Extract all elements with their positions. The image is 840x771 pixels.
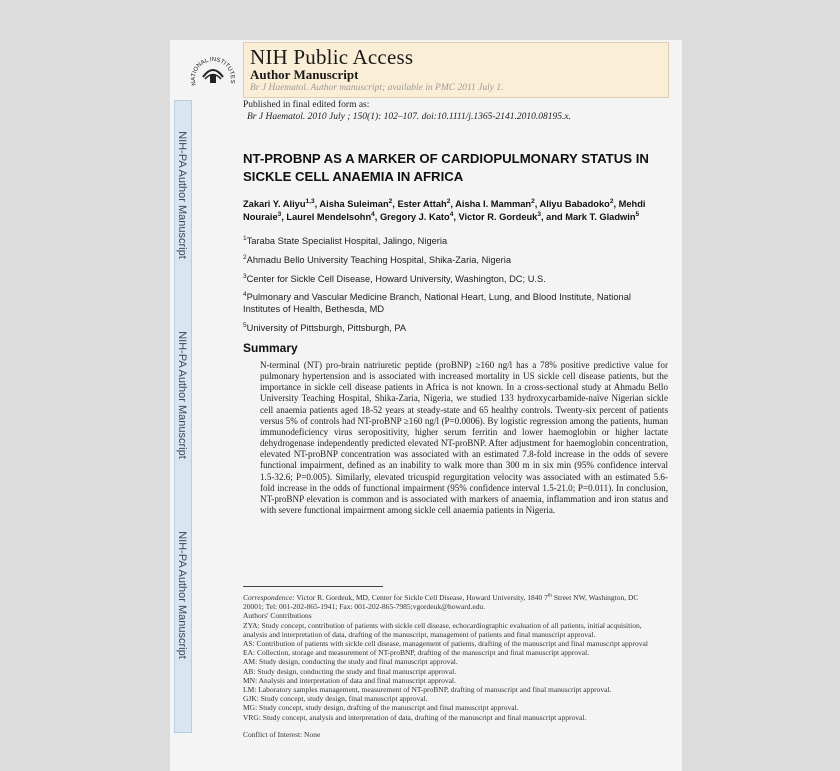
sidebar-label-1: NIH-PA Author Manuscript (176, 131, 189, 259)
affiliation-text: Ahmadu Bello University Teaching Hospital, Shika-Zaria, Nigeria (246, 254, 512, 265)
author-name: Laurel Mendelsohn (286, 211, 372, 222)
author-manuscript-label: Author Manuscript (250, 67, 359, 82)
author-affiliation-mark: 2 (531, 197, 535, 205)
pmc-citation: Br J Haematol. Author manuscript; available in PMC 2011 July 1. (250, 83, 504, 93)
affiliations (243, 236, 663, 342)
footnote-divider (243, 586, 383, 587)
affiliation-text: Pulmonary and Vascular Medicine Branch, National Heart, Lung, and Blood Institute, National Institutes of Health, Bethesda, MD (243, 292, 631, 315)
abstract-text: N-terminal (NT) pro-brain natriuretic peptide (proBNP) ≥160 ng/l has a 78% positive predictive value for pulmonary hypertension and is associated with increased mortality in US sickle cell disease patients, but the importance in sickle cell disease patients in Africa is not known. In a cross-sectional study at Ahmadu Bello University Teaching Hospital, Shika-Zaria, Nigeria, we studied 133 hydroxycarbamide-naïve Nigerian sickle cell anaemia patients aged 18-52 years at steady-state and 65 healthy controls. Twenty-six percent of patients versus 5% of controls had NT-proBNP ≥160 ng/l (P=0.0006). By logistic regression among the patients, human immunodeficiency virus seropositivity, higher serum ferritin and lower haemoglobin or higher lactate dehydrogenase independently predicted elevated NT-proBNP. After adjustment for haemoglobin concentration, elevated NT-proBNP concentration was associated with an estimated 7.8-fold increase in the odds of severe functional impairment, defined as an inability to walk more than 300 m in six min (95% confidence interval 1.5-32.6; P=0.005). Similarly, elevated tricuspid regurgitation velocity was associated with an estimated 5.6-fold increase in the odds of functional impairment (95% confidence interval 1.5-21.0; P=0.011). In conclusion, NT-proBNP elevation is common and is associated with markers of anaemia, inflammation and iron status and with severe functional impairment among sickle cell anaemia patients in Nigeria. (260, 360, 668, 516)
author-affiliation-mark: 4 (371, 210, 375, 218)
affiliation-item (243, 292, 663, 316)
affiliation-item (243, 236, 663, 248)
published-citation: Br J Haematol. 2010 July ; 150(1): 102–107. doi:10.1111/j.1365-2141.2010.08195.x. (247, 112, 572, 122)
author-name: Zakari Y. Aliyu (243, 199, 306, 209)
author-affiliation-mark: 4 (449, 210, 454, 218)
affiliation-item (243, 255, 663, 267)
contribution-line: AM: Study design, conducting the study and final manuscript approval. (243, 657, 458, 667)
author-name: Mehdi Nouraie (243, 199, 646, 222)
correspondence-line-2: 20001; Tel: 001-202-865-1941; Fax: 001-202-865-7985;vgordeuk@howard.edu. (243, 602, 486, 612)
svg-text:NATIONAL INSTITUTES OF HEALTH: NATIONAL INSTITUTES (190, 57, 236, 87)
summary-heading: Summary (243, 341, 298, 355)
author-separator: , (392, 199, 398, 209)
author-name: Ester Attah (397, 199, 447, 209)
article-title: NT-PROBNP AS A MARKER OF CARDIOPULMONARY STATUS IN SICKLE CELL ANAEMIA IN AFRICA (243, 151, 649, 184)
nih-public-access-title: NIH Public Access (250, 45, 414, 69)
conflict-of-interest: Conflict of Interest: None (243, 729, 321, 739)
affiliation-text: Center for Sickle Cell Disease, Howard University, Washington, DC; U.S. (246, 273, 546, 284)
affiliation-number: 3 (243, 272, 247, 280)
contribution-line: MG: Study concept, study design, drafting of the manuscript and final manuscript approval. (243, 703, 519, 713)
author-separator: , (374, 211, 380, 222)
contribution-line: EA: Collection, storage and measurement of NT-proBNP, drafting of the manuscript and final manuscript approval. (243, 648, 590, 658)
author-affiliation-mark: 3 (537, 210, 541, 218)
contribution-line: Authors' Contributions (243, 611, 312, 621)
affiliation-number: 4 (243, 291, 247, 299)
affiliation-number: 2 (243, 253, 247, 261)
author-name: Mark T. Gladwin (565, 211, 636, 222)
affiliation-item (243, 274, 663, 286)
contribution-line: MN: Analysis and interpretation of data and final manuscript approval. (243, 675, 456, 685)
author-name: Aisha I. Mamman (455, 199, 532, 209)
sidebar-label-2: NIH-PA Author Manuscript (176, 331, 189, 459)
author-affiliation-mark: 1,3 (305, 197, 315, 205)
contribution-line: GJK: Study concept, study design, final manuscript approval. (243, 694, 428, 704)
author-affiliation-mark: 3 (277, 210, 282, 218)
contribution-line: VRG: Study concept, analysis and interpretation of data, drafting of the manuscript and final manuscript approval. (243, 712, 587, 722)
author-list (243, 198, 663, 224)
nih-header-banner (243, 42, 669, 98)
contribution-line: AB: Study design, conducting the study and final manuscript approval. (243, 666, 457, 676)
affiliation-text: Taraba State Specialist Hospital, Jalingo, Nigeria (246, 236, 448, 246)
author-separator: , (450, 199, 456, 209)
affiliation-number: 1 (243, 234, 247, 242)
author-affiliation-mark: 2 (388, 197, 393, 205)
affiliation-number: 5 (243, 321, 247, 329)
affiliation-item (243, 323, 663, 335)
author-name: Aliyu Babadoko (539, 199, 610, 209)
author-name: Aisha Suleiman (319, 199, 389, 209)
author-name: Victor R. Gordeuk (458, 211, 538, 222)
sidebar-label-3: NIH-PA Author Manuscript (176, 531, 189, 659)
author-separator: , (281, 211, 287, 222)
author-affiliation-mark: 2 (446, 197, 451, 205)
contribution-line: analysis and interpretation of data, drafting of the manuscript, management of patients and final manuscript approval. (243, 629, 596, 639)
nih-seal-icon (186, 45, 240, 97)
published-label: Published in final edited form as: (243, 100, 370, 110)
author-affiliation-mark: 2 (609, 197, 614, 205)
author-separator: , (613, 199, 619, 209)
author-separator: , (314, 199, 320, 209)
affiliation-text: University of Pittsburgh, Pittsburgh, PA (246, 322, 407, 333)
author-separator: , (453, 211, 459, 222)
author-name: Gregory J. Kato (379, 211, 450, 222)
footnotes (243, 593, 673, 739)
correspondence-line: Correspondence: Victor R. Gordeuk, MD, Center for Sickle Cell Disease, Howard University, 1840 7th Street NW, Washington, DC (243, 593, 639, 602)
nih-seal-logo (186, 45, 240, 97)
author-separator: , and (540, 211, 566, 222)
contribution-line: AS: Contribution of patients with sickle cell disease, management of patients, drafting of the manuscript and final manuscript approval (243, 639, 648, 649)
contribution-line: LM: Laboratory samples management, measurement of NT-proBNP, drafting of manuscript and final manuscript approval. (243, 685, 612, 695)
contribution-line: ZYA: Study concept, contribution of patients with sickle cell disease, echocardiographic evaluation of all patients, initial acquisition, (243, 620, 642, 630)
author-affiliation-mark: 5 (635, 210, 640, 218)
author-separator: , (534, 199, 540, 209)
contributions-list (243, 611, 673, 721)
